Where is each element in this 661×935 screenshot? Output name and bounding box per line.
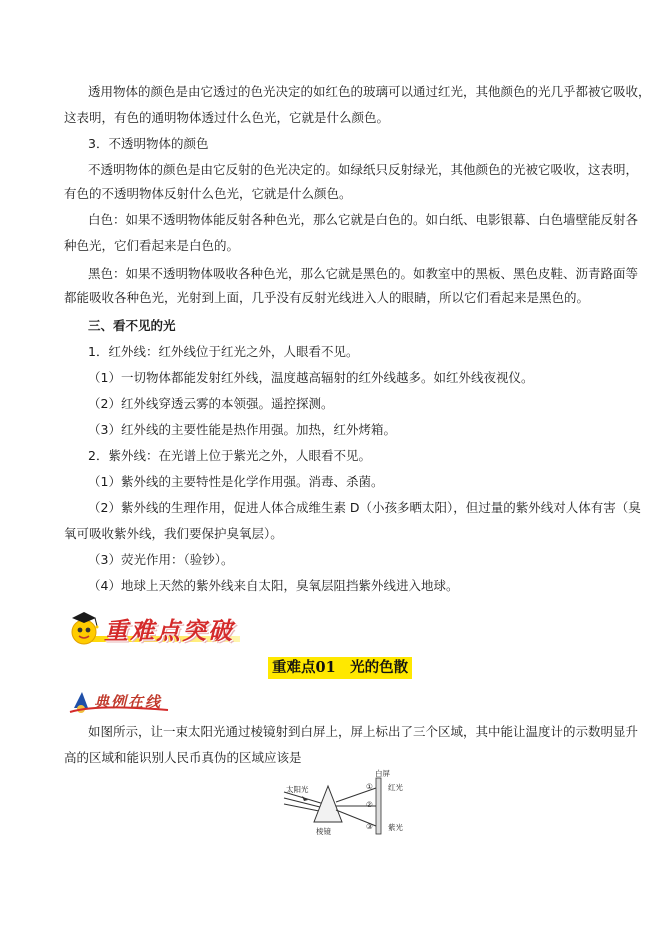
zone-2: ②	[366, 800, 373, 809]
zone-3: ③	[366, 822, 373, 831]
paragraph-line: （1）紫外线的主要特性是化学作用强。消毒、杀菌。	[88, 474, 384, 489]
question-line: 如图所示，让一束太阳光通过棱镜射到白屏上，屏上标出了三个区域，其中能让温度计的示数明显升	[88, 724, 639, 739]
key-points-banner	[68, 608, 244, 650]
paragraph-line: （4）地球上天然的紫外线来自太阳，臭氧层阻挡紫外线进入地球。	[88, 578, 459, 593]
paragraph-line: （2）紫外线的生理作用，促进人体合成维生素 D（小孩多晒太阳），但过量的紫外线对人体有害（臭	[88, 500, 641, 515]
paragraph-line: （2）红外线穿透云雾的本领强。遥控探测。	[88, 396, 334, 411]
paragraph-line: （3）红外线的主要性能是热作用强。加热，红外烤箱。	[88, 422, 396, 437]
paragraph-line: （1）一切物体都能发射红外线，温度越高辐射的红外线越多。如红外线夜视仪。	[88, 370, 534, 385]
prism-label: 棱镜	[316, 827, 331, 836]
paragraph-line: 2．紫外线：在光谱上位于紫光之外，人眼看不见。	[88, 448, 371, 463]
violet-light-label: 紫光	[388, 823, 403, 832]
paragraph-line: 有色的不透明物体反射什么色光，它就是什么颜色。	[64, 186, 352, 201]
paragraph-line: 种色光，它们看起来是白色的。	[64, 238, 240, 253]
paragraph-line: 不透明物体的颜色是由它反射的色光决定的。如绿纸只反射绿光，其他颜色的光被它吸收，这表明，	[88, 162, 639, 177]
paragraph-line: 透用物体的颜色是由它透过的色光决定的如红色的玻璃可以通过红光，其他颜色的光几乎都被它吸收，	[88, 84, 651, 99]
red-light-label: 红光	[388, 783, 403, 792]
section-heading: 三、看不见的光	[88, 318, 176, 333]
zone-1: ①	[366, 782, 373, 791]
example-tag	[68, 690, 188, 714]
paragraph-line: 这表明，有色的通明物体透过什么色光，它就是什么颜色。	[64, 110, 390, 125]
paragraph-line: 氧可吸收紫外线，我们要保护臭氧层）。	[64, 526, 283, 541]
screen-label: 白屏	[375, 769, 390, 778]
paragraph-line: 白色：如果不透明物体能反射各种色光，那么它就是白色的。如白纸、电影银幕、白色墙壁能反射各	[88, 212, 639, 227]
paragraph-line: 黑色：如果不透明物体吸收各种色光，那么它就是黑色的。如教室中的黑板、黑色皮鞋、沥青路面等	[88, 266, 639, 281]
subheading: 3．不透明物体的颜色	[88, 136, 209, 151]
key-point-title: 重难点01 光的色散	[268, 657, 412, 679]
prism-diagram	[280, 770, 420, 838]
question-line: 高的区域和能识别人民币真伪的区域应该是	[64, 750, 302, 765]
sun-label: 太阳光	[286, 785, 309, 794]
paragraph-line: 都能吸收各种色光，光射到上面，几乎没有反射光线进入人的眼睛，所以它们看起来是黑色的。	[64, 290, 590, 305]
example-tag-text: 典例在线	[94, 693, 163, 711]
paragraph-line: 1．红外线：红外线位于红光之外，人眼看不见。	[88, 344, 359, 359]
paragraph-line: （3）荧光作用：（验钞）。	[88, 552, 234, 567]
banner-text: 重难点突破	[104, 616, 234, 645]
